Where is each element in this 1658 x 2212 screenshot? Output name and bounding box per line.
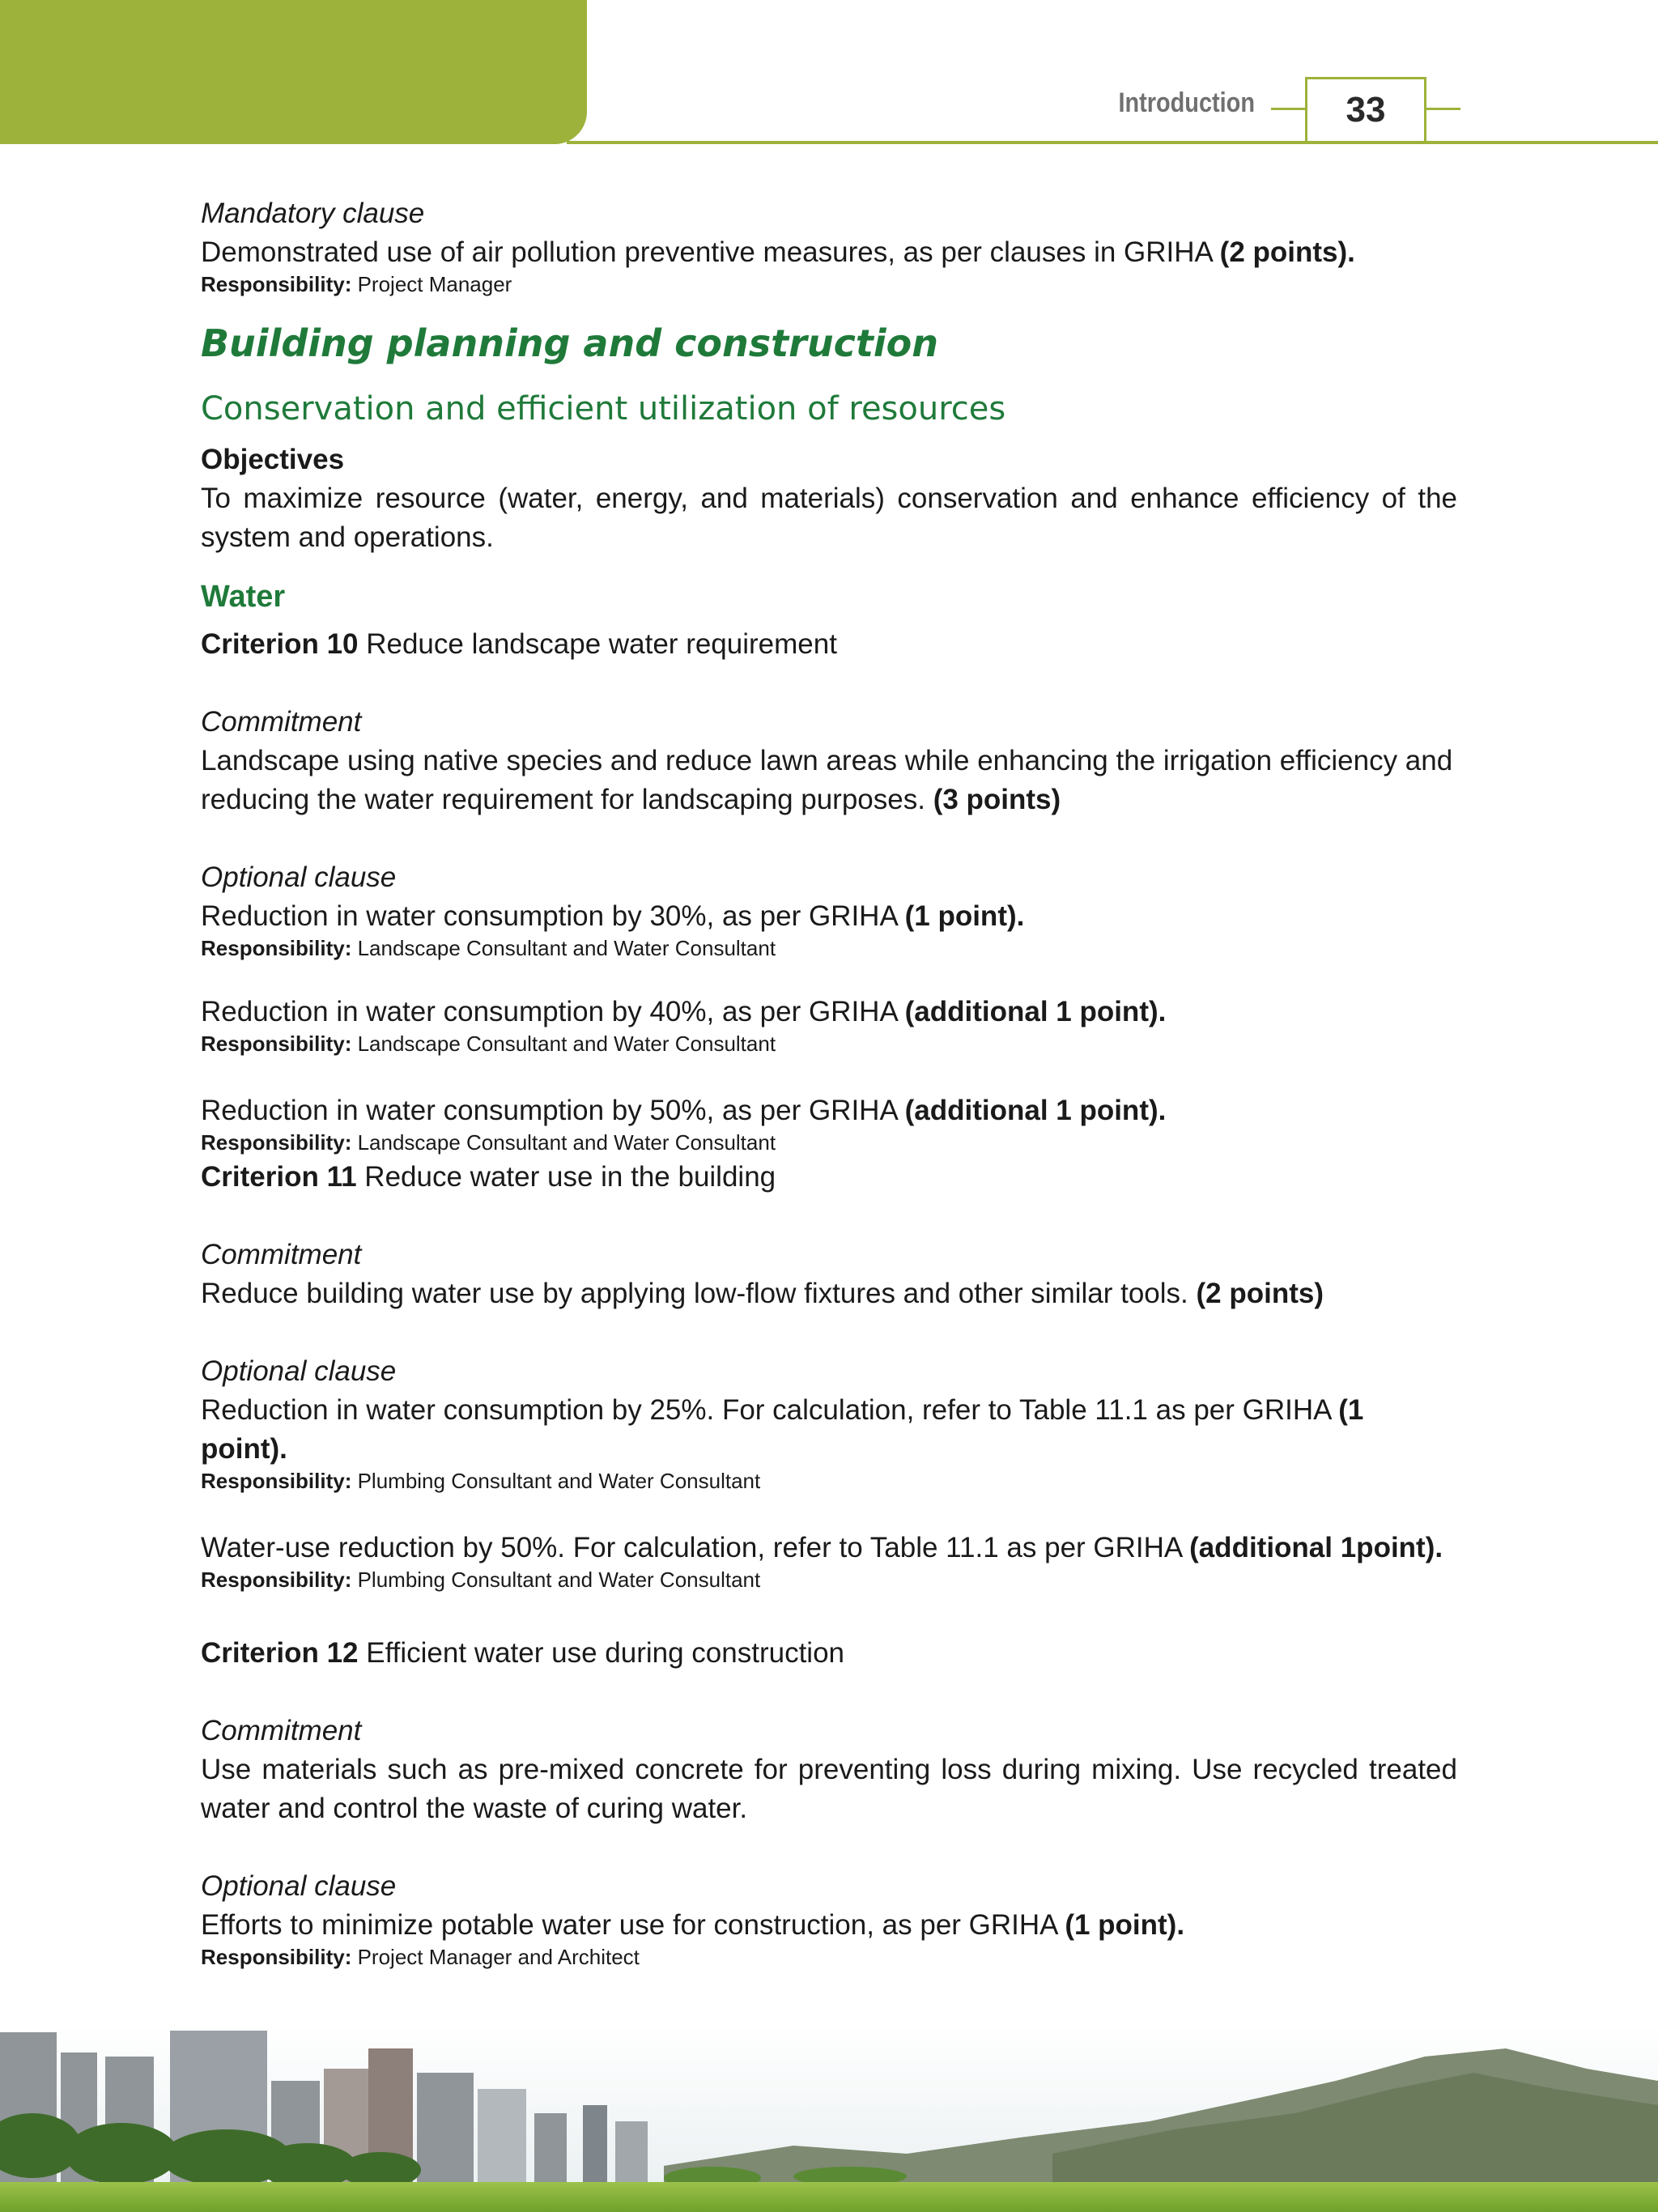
- responsibility-line: [201, 1032, 1457, 1056]
- commitment-points: (3 points): [933, 784, 1061, 815]
- responsibility-value: Plumbing Consultant and Water Consultant: [351, 1568, 761, 1592]
- page-content: [201, 194, 1457, 1969]
- responsibility-line: [201, 1945, 1457, 1969]
- clause-item: [201, 1091, 1457, 1130]
- clause-item-points: (1 point).: [1065, 1909, 1185, 1941]
- clause-item-text: Reduction in water consumption by 40%, as per GRIHA: [201, 996, 905, 1027]
- criterion-10-title: [201, 625, 1457, 664]
- clause-item-points: (1 point).: [904, 900, 1025, 932]
- optional-clause-label: Optional clause: [201, 861, 397, 893]
- responsibility-value: Plumbing Consultant and Water Consultant: [351, 1469, 761, 1493]
- responsibility-value: Project Manager and Architect: [351, 1945, 640, 1969]
- responsibility-value: Landscape Consultant and Water Consultant: [351, 936, 776, 960]
- clause-item-points: (additional 1 point).: [904, 996, 1167, 1027]
- optional-clause-label: Optional clause: [201, 1355, 397, 1387]
- responsibility-label: Responsibility:: [201, 1032, 352, 1056]
- criterion-text: Reduce water use in the building: [356, 1161, 776, 1193]
- clause-text: [201, 233, 1457, 272]
- responsibility-value: Landscape Consultant and Water Consultant: [351, 1130, 776, 1155]
- commitment-text: [201, 742, 1457, 819]
- clause-item-points: (additional 1point).: [1189, 1532, 1443, 1563]
- criterion-label: Criterion 12: [201, 1637, 359, 1669]
- clause-item-text: Water-use reduction by 50%. For calculation, refer to Table 11.1 as per GRIHA: [201, 1532, 1190, 1563]
- criterion-text: Reduce landscape water requirement: [358, 628, 837, 660]
- criterion-label: Criterion 11: [201, 1161, 357, 1193]
- responsibility-line: [201, 1130, 1457, 1155]
- section-label: Introduction: [1118, 87, 1255, 118]
- criterion-text: Efficient water use during construction: [358, 1637, 845, 1669]
- responsibility-label: Responsibility:: [201, 1130, 352, 1155]
- responsibility-label: Responsibility:: [201, 1469, 352, 1493]
- commitment-label: Commitment: [201, 706, 362, 738]
- criterion-12-title: [201, 1634, 1457, 1673]
- responsibility-line: [201, 1568, 1457, 1592]
- objectives-label: Objectives: [201, 444, 345, 475]
- header-rule: [567, 141, 1658, 144]
- commitment-text: Use materials such as pre-mixed concrete for preventing loss during mixing. Use recycled treated water and control the waste of curing water.: [201, 1754, 1457, 1824]
- responsibility-line: [201, 1469, 1457, 1493]
- commitment-text: [201, 1274, 1457, 1313]
- clause-body: Demonstrated use of air pollution preventive measures, as per clauses in GRIHA: [201, 236, 1220, 268]
- criterion-label: Criterion 10: [201, 628, 359, 660]
- header-band: [0, 0, 587, 144]
- responsibility-value: Project Manager: [351, 272, 512, 296]
- clause-points: (2 points).: [1219, 236, 1355, 268]
- clause-item-text: Reduction in water consumption by 25%. For calculation, refer to Table 11.1 as per GRIHA: [201, 1394, 1339, 1426]
- clause-item-text: Efforts to minimize potable water use for construction, as per GRIHA: [201, 1909, 1065, 1941]
- commitment-body: Reduce building water use by applying low-flow fixtures and other similar tools.: [201, 1278, 1197, 1309]
- header-tick-right: [1426, 108, 1460, 110]
- clause-item: [201, 993, 1457, 1032]
- responsibility-line: [201, 936, 1457, 960]
- responsibility-line: [201, 272, 1457, 296]
- clause-item-points: (1 point).: [201, 1394, 1364, 1465]
- commitment-label: Commitment: [201, 1715, 362, 1746]
- criterion-11-title: [201, 1158, 1457, 1197]
- clause-item-text: Reduction in water consumption by 50%, as per GRIHA: [201, 1095, 905, 1126]
- responsibility-label: Responsibility:: [201, 272, 352, 296]
- clause-item-text: Reduction in water consumption by 30%, as per GRIHA: [201, 900, 905, 932]
- responsibility-value: Landscape Consultant and Water Consultant: [351, 1032, 776, 1056]
- page-number: 33: [1305, 77, 1426, 143]
- responsibility-label: Responsibility:: [201, 936, 352, 960]
- clause-item: [201, 1906, 1457, 1945]
- clause-label: Mandatory clause: [201, 198, 425, 229]
- objectives-text: To maximize resource (water, energy, and materials) conservation and enhance efficiency of the system and operations.: [201, 483, 1457, 553]
- header-tick-left: [1271, 108, 1305, 110]
- responsibility-label: Responsibility:: [201, 1568, 352, 1592]
- clause-item: [201, 1529, 1457, 1568]
- responsibility-label: Responsibility:: [201, 1945, 352, 1969]
- clause-item: [201, 1391, 1457, 1469]
- subsection-heading: Conservation and efficient utilization of resources: [201, 390, 1006, 428]
- footer-landscape-image: [0, 2024, 1658, 2212]
- optional-clause-label: Optional clause: [201, 1870, 397, 1902]
- commitment-label: Commitment: [201, 1239, 362, 1270]
- commitment-body: Landscape using native species and reduce lawn areas while enhancing the irrigation efficiency and reducing the water requirement for landscaping purposes.: [201, 745, 1453, 815]
- water-heading: Water: [201, 580, 286, 614]
- commitment-points: (2 points): [1196, 1278, 1324, 1309]
- clause-item: [201, 897, 1457, 936]
- section-heading: Building planning and construction: [201, 321, 938, 365]
- clause-item-points: (additional 1 point).: [904, 1095, 1167, 1126]
